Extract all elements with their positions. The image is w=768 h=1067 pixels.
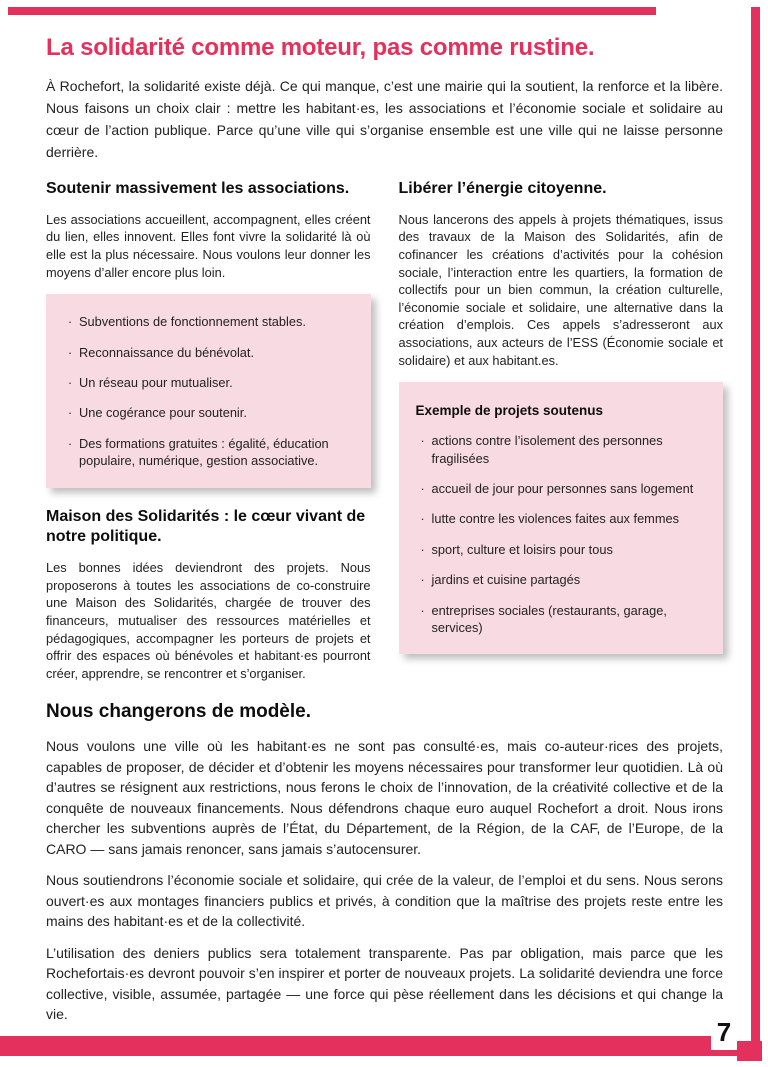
bullet-item	[61, 313, 356, 330]
bullet-item	[61, 404, 356, 421]
bullet-text: jardins et cuisine partagés	[431, 572, 581, 588]
left-column	[46, 179, 371, 695]
bullet-item	[61, 344, 356, 361]
right-column	[399, 179, 724, 673]
bottom-right-corner-block	[737, 1041, 762, 1061]
bullet-item	[414, 510, 709, 527]
highlight-box-projets	[399, 382, 724, 654]
section-heading-associations: Soutenir massivement les associations.	[46, 180, 350, 197]
bullet-text: accueil de jour pour personnes sans logement	[431, 480, 694, 496]
bullet-dot-icon: ·	[67, 374, 73, 390]
section-body-associations: Les associations accueillent, accompagnent, elles créent du lien, elles innovent. Elles font vivre la solidarité là où elle est la plus nécessaire. Nous voulons leur donner les moyens d’aller encore plus loin.	[46, 211, 371, 280]
bullet-text: actions contre l’isolement des personnes fragilisées	[431, 433, 663, 466]
highlight-box-title: Exemple de projets soutenus	[415, 403, 604, 419]
bullet-item	[61, 374, 356, 391]
paragraph: L’utilisation des deniers publics sera totalement transparente. Pas par obligation, mais parce que les Rochefortais·es devront pouvoir s’en inspirer et porter de nouveaux projets. La solidarité deviendra une force collective, visible, assumée, partagée — une force qui pèse réellement dans les décisions et qui change la vie.	[46, 944, 723, 1023]
bullet-text: sport, culture et loisirs pour tous	[431, 541, 613, 557]
section-heading-changer-modele: Nous changerons de modèle.	[46, 701, 311, 723]
bullet-dot-icon: ·	[67, 314, 73, 330]
bottom-paragraphs	[46, 736, 723, 1025]
paragraph: Nous voulons une ville où les habitant·es ne sont pas consulté·es, mais co-auteur·rices des projets, capables de proposer, de décider et d’obtenir les moyens nécessaires pour transformer leur quotidien. Là où d’autres se résignent aux restrictions, nous ferons le choix de l’innovation, de la créativité collective et de la conquête de nouveaux financements. Nous défendrons chaque euro auquel Rochefort a droit. Nous irons chercher les subventions auprès de l’État, du Département, de la Région, de la CAF, de l’Europe, de la CARO — sans jamais renoncer, sans jamais s’autocensurer.	[46, 738, 723, 857]
bullet-item	[414, 432, 709, 467]
bullet-text: Subventions de fonctionnement stables.	[79, 314, 306, 330]
page-number-notch	[711, 1018, 737, 1050]
section-body-maison-solidarites: Les bonnes idées deviendront des projets. Nous proposerons à toutes les associations de co-construire une Maison des Solidarités, chargée de trouver des financeurs, mutualiser des ressources matérielles et pédagogiques, accompagner les porteurs de projets et offrir des espaces où bénévoles et habitant·es pourront créer, apprendre, se rencontrer et s’organiser.	[46, 560, 371, 681]
bottom-border-bar	[0, 1036, 737, 1056]
bullet-list-associations	[61, 313, 356, 469]
bullet-text: entreprises sociales (restaurants, garage, services)	[431, 602, 667, 635]
bullet-item	[414, 541, 709, 558]
page-title: La solidarité comme moteur, pas comme rustine.	[46, 34, 595, 61]
bullet-text: Un réseau pour mutualiser.	[79, 374, 233, 390]
bullet-dot-icon: ·	[67, 405, 73, 421]
bullet-dot-icon: ·	[420, 602, 425, 618]
page-number: 7	[716, 1017, 732, 1047]
highlight-box-associations	[46, 294, 371, 487]
bullet-item	[414, 480, 709, 497]
bullet-dot-icon: ·	[420, 511, 425, 527]
bullet-text: Des formations gratuites : égalité, éducation populaire, numérique, gestion associative.	[79, 435, 329, 469]
bullet-list-projets	[414, 432, 709, 636]
bullet-item	[414, 571, 709, 588]
bullet-dot-icon: ·	[420, 433, 425, 449]
bullet-dot-icon: ·	[420, 480, 425, 496]
section-body-energie-citoyenne: Nous lancerons des appels à projets thématiques, issus des travaux de la Maison des Solidarités, afin de cofinancer les créations d’activités pour la cohésion sociale, l’interaction entre les quartiers, la formation de collectifs pour un bien commun, la création culturelle, l’économie sociale et solidaire, une alternative dans la création d’emplois. Ces appels s’adresseront aux associations, aux acteurs de l’ESS (Économie sociale et solidaire) et aux habitant.es.	[398, 211, 723, 368]
bullet-dot-icon: ·	[420, 541, 425, 557]
bullet-text: lutte contre les violences faites aux femmes	[431, 511, 680, 527]
section-heading-maison-solidarites: Maison des Solidarités : le cœur vivant de notre politique.	[46, 507, 366, 546]
bullet-item	[61, 435, 356, 470]
bullet-text: Reconnaissance du bénévolat.	[79, 344, 255, 360]
section-heading-energie-citoyenne: Libérer l’énergie citoyenne.	[398, 180, 607, 197]
bullet-dot-icon: ·	[420, 572, 425, 588]
bullet-dot-icon: ·	[67, 344, 73, 360]
intro-paragraph: À Rochefort, la solidarité existe déjà. Ce qui manque, c’est une mairie qui la soutient, la renforce et la libère. Nous faisons un choix clair : mettre les habitant·es, les associations et l’économie sociale et solidaire au cœur de l’action publique. Parce qu’une ville qui s’organise ensemble est une ville qui ne laisse personne derrière.	[46, 78, 723, 160]
bullet-item	[414, 602, 709, 637]
paragraph: Nous soutiendrons l’économie sociale et solidaire, qui crée de la valeur, de l’emploi et du sens. Nous serons ouvert·es aux montages financiers publics et privés, à condition que la maîtrise des projets reste entre les mains des habitant·es et de la collectivité.	[46, 872, 723, 930]
two-column-layout	[46, 179, 723, 695]
bullet-dot-icon: ·	[67, 435, 73, 451]
bullet-text: Une cogérance pour soutenir.	[79, 405, 247, 421]
